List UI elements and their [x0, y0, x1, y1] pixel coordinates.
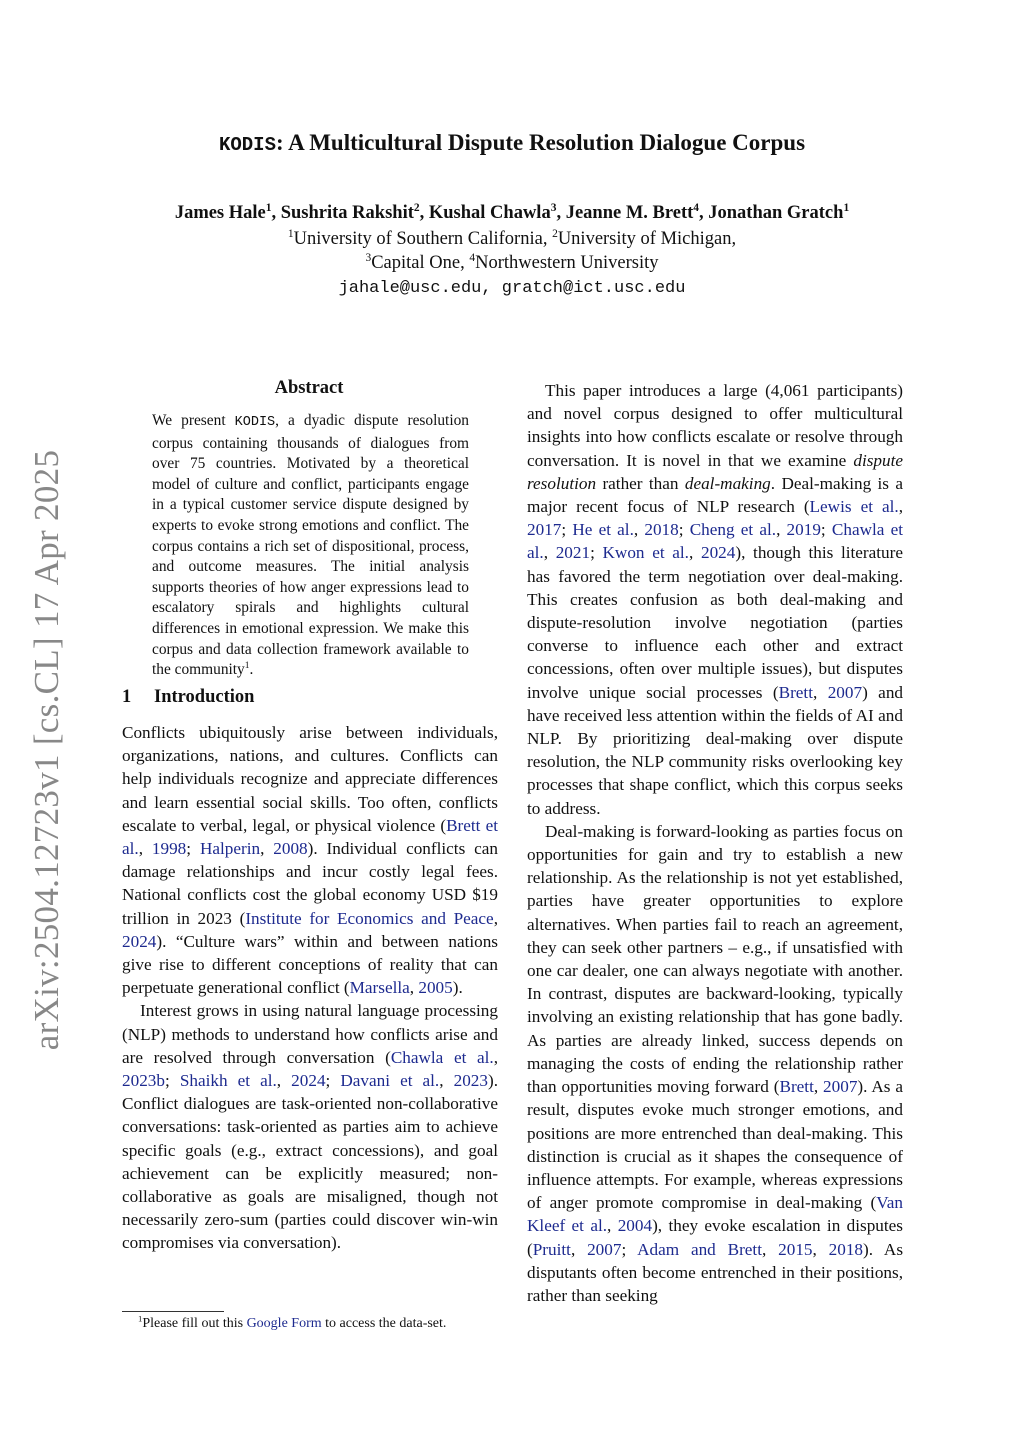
citation-link[interactable]: 2007 — [587, 1239, 622, 1259]
citation-link[interactable]: Cheng et al. — [689, 520, 777, 540]
author-name: Kushal Chawla — [428, 203, 551, 223]
body-text: ; — [590, 543, 603, 563]
arxiv-identifier — [24, 450, 70, 1050]
citation-link[interactable]: 2018 — [828, 1239, 864, 1259]
body-text: ; — [561, 520, 573, 540]
intro-paragraph-3 — [527, 379, 903, 820]
citation-link[interactable]: Kwon et al. — [602, 543, 689, 563]
citation-link[interactable]: Pruitt — [532, 1239, 571, 1259]
affiliation-name: University of Michigan, — [557, 229, 737, 249]
citation-link[interactable]: 1998 — [151, 839, 187, 859]
citation-link[interactable]: Lewis et al. — [809, 497, 899, 517]
citation-link[interactable]: Chawla et al. — [390, 1047, 494, 1067]
body-text: Conflicts ubiquitously arise between individuals, organizations, nations, and cultures. Conflicts can help individuals recognize and appreciate differences and learn essential social skills. Too often, conflicts escalate to verbal, legal, or physical violence ( — [122, 723, 498, 835]
affiliation-mark: 3 — [365, 251, 372, 264]
body-text: , — [543, 543, 556, 563]
body-text: , — [570, 1239, 588, 1259]
citation-link[interactable]: Marsella — [349, 978, 410, 998]
citation-link[interactable]: 2023 — [453, 1071, 488, 1091]
citation-link[interactable]: 2024 — [700, 543, 736, 563]
citation-link[interactable]: 2017 — [527, 520, 562, 540]
affiliation-mark: 4 — [469, 251, 476, 264]
google-form-link[interactable]: Google Form — [246, 1316, 322, 1331]
intro-paragraph-1 — [122, 721, 498, 999]
citation-link[interactable]: Shaikh et al. — [179, 1071, 277, 1091]
body-text: , — [493, 1047, 499, 1067]
author-emails: jahale@usc.edu, gratch@ict.usc.edu — [338, 279, 686, 298]
author-affiliation-mark: 2 — [413, 201, 420, 214]
body-text: , — [409, 978, 419, 998]
paper-title — [0, 130, 1024, 156]
author-affiliation-mark: 1 — [265, 201, 272, 214]
citation-link[interactable]: Brett et al. — [122, 815, 498, 859]
citation-link[interactable]: Chawla et al. — [527, 520, 903, 563]
body-text: rather than — [596, 473, 685, 493]
affiliation-mark: 1 — [287, 227, 294, 240]
citation-link[interactable]: 2019 — [786, 520, 821, 540]
body-text: ; — [325, 1071, 341, 1091]
right-column — [527, 379, 903, 1307]
author-affiliation-mark: 4 — [693, 201, 700, 214]
body-text: This paper introduces a large (4,061 participants) and novel corpus designed to offer multicultural insights into how conflicts escalate or resolve through conversation. It is novel in that we examine — [527, 381, 903, 470]
section-number: 1 — [122, 687, 132, 707]
body-text: ; — [820, 520, 832, 540]
body-text: , — [439, 1071, 454, 1091]
body-text: ; — [678, 520, 690, 540]
body-text: ). — [452, 978, 463, 998]
left-column — [122, 721, 498, 1255]
citation-link[interactable]: 2004 — [617, 1216, 653, 1236]
affiliation-name: Northwestern University — [475, 253, 659, 273]
footnote-mark: 1 — [138, 1313, 143, 1324]
section-heading-introduction — [122, 687, 254, 708]
citation-link[interactable]: 2007 — [827, 682, 863, 702]
body-text: ). “Culture wars” within and between nations give rise to different conceptions of reality that can perpetuate generational conflict ( — [122, 931, 498, 998]
author-name: Jeanne M. Brett — [565, 203, 694, 223]
footnote-mark[interactable]: 1 — [244, 660, 250, 671]
emphasis-text: dispute resolution — [527, 450, 903, 493]
body-text: ). Individual conflicts can damage relationships and incur costly legal fees. National conflicts cost the global economy USD $19 trillion in 2023 ( — [122, 839, 499, 928]
abstract-corpus-name: KODIS — [234, 415, 276, 430]
body-text: , — [776, 520, 787, 540]
author-separator: , — [271, 203, 281, 223]
citation-link[interactable]: Adam and Brett — [637, 1239, 762, 1259]
abstract-text: We present — [152, 412, 235, 429]
citation-link[interactable]: Institute for Economics and Peace — [245, 908, 494, 928]
author-separator: , — [699, 203, 709, 223]
body-text: , — [898, 497, 903, 517]
abstract-text: . — [249, 661, 254, 679]
citation-link[interactable]: Van Kleef et al. — [527, 1193, 903, 1236]
citation-link[interactable]: 2005 — [418, 978, 453, 998]
author-name: James Hale — [174, 203, 266, 223]
body-text: ) and have received less attention within the fields of AI and NLP. By prioritizing deal-making over dispute resolution, the NLP community risks overlooking key processes that shape conflict, which this corpus seeks to address. — [527, 682, 904, 818]
body-text: , — [688, 543, 701, 563]
body-text: ). As a result, disputes evoke much stronger emotions, and positions are more entrenched than deal-making. This distinction is crucial as it shapes the consequence of influence attempts. For example, whereas expressions of anger promote compromise in deal-making ( — [527, 1077, 903, 1213]
author-list — [0, 203, 1024, 224]
arxiv-identifier-text: arXiv:2504.12723v1 [cs.CL] 17 Apr 2025 — [27, 449, 66, 1051]
body-text: Deal-making is forward-looking as parties focus on opportunities for gain and try to establish a new relationship. As the relationship is not yet established, parties have greater opportunities to explore alternatives. When parties fail to reach an agreement, they can seek other partners – e.g., if unsatisfied with one car dealer, one can always negotiate with another. In contrast, disputes are backward-looking, typically involving an existing relationship that has gone badly. As parties are already linked, success depends on managing the costs of ending the relationship rather than opportunities moving forward ( — [527, 821, 903, 1097]
affiliation-name: Capital One, — [371, 253, 470, 273]
footnote-text: Please fill out this — [142, 1316, 247, 1331]
body-text: ; — [186, 839, 200, 859]
author-separator: , — [556, 203, 566, 223]
emphasis-text: deal-making — [684, 473, 771, 493]
affiliation-line-1 — [0, 229, 1024, 250]
citation-link[interactable]: 2008 — [273, 839, 308, 859]
citation-link[interactable]: 2007 — [823, 1077, 858, 1097]
citation-link[interactable]: 2024 — [291, 1071, 326, 1091]
author-affiliation-mark: 1 — [843, 201, 850, 214]
body-text: , — [493, 908, 498, 928]
citation-link[interactable]: Halperin — [199, 839, 261, 859]
body-text: , — [607, 1216, 618, 1236]
author-separator: , — [419, 203, 429, 223]
citation-link[interactable]: 2018 — [644, 520, 679, 540]
body-text: ), they evoke escalation in disputes ( — [527, 1216, 903, 1259]
citation-link[interactable]: Brett — [778, 682, 813, 702]
affiliation-name: University of Southern California, — [293, 229, 553, 249]
author-affiliation-mark: 3 — [550, 201, 557, 214]
footnote-text: to access the data-set. — [321, 1316, 447, 1331]
body-text: ), though this literature has favored the term negotiation over deal-making. This creates confusion as both deal-making and dispute-resolution involve negotiation (parties converse to influence each other and extract concessions, often over multiple issues), but disputes involve unique social processes ( — [527, 543, 903, 702]
section-title: Introduction — [154, 687, 255, 707]
body-text: ; — [621, 1239, 638, 1259]
citation-link[interactable]: 2024 — [122, 931, 157, 951]
title-text: : A Multicultural Dispute Resolution Dialogue Corpus — [275, 130, 806, 155]
body-text: ). Conflict dialogues are task-oriented non-collaborative conversations: task-oriented as parties aim to achieve specific goals (e.g., extract concessions), and goal achievement can be explicitly measured; non-collaborative as goals are misaligned, though not necessarily zero-sum (parties could discover win-win compromises via conversation). — [122, 1071, 498, 1253]
citation-link[interactable]: Davani et al. — [340, 1071, 440, 1091]
body-text: , — [761, 1239, 779, 1259]
body-text: , — [633, 520, 645, 540]
citation-link[interactable]: 2015 — [778, 1239, 813, 1259]
body-text: . Deal-making is a major recent focus of NLP research ( — [527, 473, 903, 517]
affiliation-line-2 — [0, 253, 1024, 274]
citation-link[interactable]: He et al. — [572, 520, 634, 540]
body-text: , — [812, 682, 828, 702]
body-text: , — [260, 839, 274, 859]
body-text: , — [812, 1239, 829, 1259]
body-text: , — [813, 1077, 824, 1097]
body-text: Interest grows in using natural language processing (NLP) methods to understand how conflicts arise and are resolved through conversation ( — [122, 1001, 498, 1067]
body-text: ; — [164, 1071, 180, 1091]
body-text: , — [276, 1071, 292, 1091]
title-corpus-name: KODIS — [218, 134, 276, 156]
intro-paragraph-4 — [527, 820, 903, 1307]
affiliation-mark: 2 — [552, 227, 558, 240]
footnote — [138, 1313, 447, 1332]
body-text: , — [138, 839, 152, 859]
citation-link[interactable]: Brett — [779, 1077, 814, 1097]
abstract-text: , a dyadic dispute resolution corpus containing thousands of dialogues from over 75 countries. Motivated by a theoretical model of culture and conflict, participants engage in a typical customer service dispute designed by experts to evoke strong emotions and conflict. The corpus contains a rich set of dispositional, process, and outcome measures. The initial analysis supports theories of how anger expressions lead to escalatory spirals and highlights cultural differences in emotional expression. We make this corpus and data collection framework available to the community — [152, 412, 470, 679]
abstract-body — [152, 411, 469, 681]
footnote-divider — [122, 1311, 224, 1312]
abstract-heading: Abstract — [274, 378, 344, 398]
citation-link[interactable]: 2023b — [122, 1071, 165, 1091]
author-name: Jonathan Gratch — [708, 203, 844, 223]
author-name: Sushrita Rakshit — [280, 203, 414, 223]
citation-link[interactable]: 2021 — [555, 543, 591, 563]
body-text: ). As disputants often become entrenched in their positions, rather than seeking — [527, 1239, 904, 1305]
intro-paragraph-2 — [122, 999, 498, 1254]
